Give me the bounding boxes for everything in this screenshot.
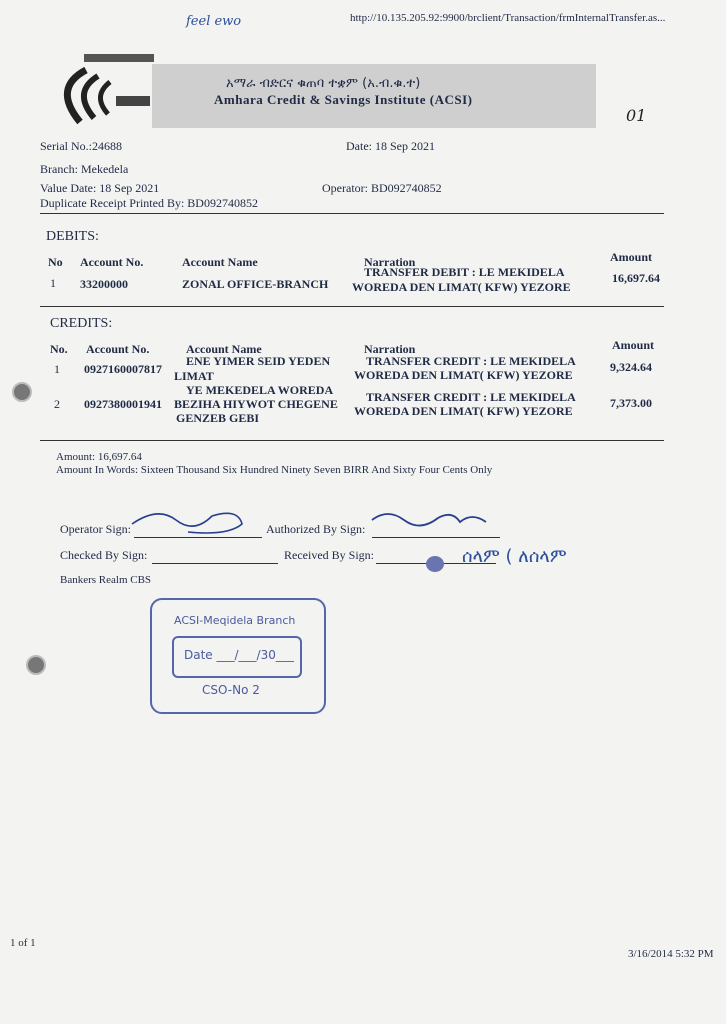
stamp-date: Date ___/___/30___ (184, 648, 294, 662)
page-url: http://10.135.205.92:9900/brclient/Transaction/frmInternalTransfer.as... (350, 12, 666, 24)
credit-row-1-account: 0927160007817 (84, 362, 162, 376)
operator-id: Operator: BD092740852 (322, 181, 442, 195)
system-name: Bankers Realm CBS (60, 574, 152, 586)
total-amount: Amount: 16,697.64 (56, 451, 142, 463)
duplicate-printed-by: Duplicate Receipt Printed By: BD092740852 (40, 196, 258, 210)
logo-arc-middle (84, 76, 98, 118)
credit-row-2-name-2: BEZIHA HIYWOT CHEGENE (174, 397, 338, 411)
credit-row-2-narration-2: WOREDA DEN LIMAT( KFW) YEZORE (354, 404, 573, 418)
authorized-sign-line (372, 537, 500, 538)
credits-header-amount: Amount (612, 338, 655, 352)
credit-row-1-no: 1 (54, 362, 60, 376)
print-timestamp: 3/16/2014 5:32 PM (628, 948, 714, 960)
divider (40, 213, 664, 214)
thumbprint-icon (424, 554, 446, 574)
debits-header-narration: Narration (364, 255, 416, 269)
operator-signature-stroke (132, 513, 242, 533)
debits-header-name: Account Name (182, 255, 258, 269)
stamp-branch-name: ACSI-Meqidela Branch (174, 614, 296, 627)
operator-sign-label: Operator Sign: (60, 522, 131, 536)
authorized-signature-stroke (372, 514, 486, 526)
checked-sign-label: Checked By Sign: (60, 548, 148, 562)
debit-row-account: 33200000 (80, 277, 128, 291)
debit-row-amount: 16,697.64 (612, 271, 660, 285)
credit-row-2-narration-1: TRANSFER CREDIT : LE MEKIDELA (366, 390, 576, 404)
thumbprint-mark (426, 556, 444, 572)
authorized-signature (368, 506, 492, 534)
punch-hole (12, 382, 32, 402)
acsi-logo (46, 52, 156, 126)
debit-row-no: 1 (50, 276, 56, 290)
corner-handwritten-mark: 01 (626, 106, 647, 125)
debit-row-name: ZONAL OFFICE-BRANCH (182, 277, 329, 291)
credit-row-2-name-1: YE MEKEDELA WOREDA (186, 383, 334, 397)
credits-title: CREDITS: (50, 316, 113, 331)
authorized-sign-label: Authorized By Sign: (266, 522, 366, 536)
credit-row-1-narration-1: TRANSFER CREDIT : LE MEKIDELA (366, 354, 576, 368)
credits-header-no: No. (50, 342, 68, 356)
handwritten-note: feel ewo (186, 14, 242, 29)
credits-header-account: Account No. (86, 342, 150, 356)
credit-row-1-name-1: ENE YIMER SEID YEDEN (186, 354, 331, 368)
credit-row-2-account: 0927380001941 (84, 397, 162, 411)
stamp-cso: CSO-No 2 (202, 683, 260, 697)
credit-row-2-name-3: GENZEB GEBI (176, 411, 260, 425)
institute-english-name: Amhara Credit & Savings Institute (ACSI) (214, 92, 473, 107)
logo-roof (84, 54, 154, 62)
credit-row-1-name-2: LIMAT (174, 369, 214, 383)
debits-header-account: Account No. (80, 255, 144, 269)
debits-header-amount: Amount (610, 250, 653, 264)
institute-amharic-name: አማራ ብድርና ቁጠባ ተቋም (አ.ብ.ቁ.ተ) (226, 76, 421, 91)
received-sign-label: Received By Sign: (284, 548, 374, 562)
logo-arc-inner (100, 82, 110, 114)
credits-header-narration: Narration (364, 342, 416, 356)
serial-number: Serial No.:24688 (40, 139, 122, 153)
checked-sign-line (152, 563, 278, 564)
logo-bar (116, 96, 150, 106)
branch-name: Branch: Mekedela (40, 162, 129, 176)
value-date: Value Date: 18 Sep 2021 (40, 181, 160, 195)
divider (40, 440, 664, 441)
credit-row-2-amount: 7,373.00 (610, 396, 652, 410)
divider (40, 306, 664, 307)
page-count: 1 of 1 (10, 937, 36, 949)
received-signature: ሰላም ( ለሰላም (462, 546, 567, 567)
amount-in-words: Amount In Words: Sixteen Thousand Six Hundred Ninety Seven BIRR And Sixty Four Cents Only (56, 464, 493, 476)
credits-header-name: Account Name (186, 342, 262, 356)
receipt-date: Date: 18 Sep 2021 (346, 139, 435, 153)
debit-row-narration-2: WOREDA DEN LIMAT( KFW) YEZORE (352, 280, 571, 294)
operator-signature (128, 502, 248, 542)
punch-hole (26, 655, 46, 675)
credit-row-2-no: 2 (54, 397, 60, 411)
credit-row-1-narration-2: WOREDA DEN LIMAT( KFW) YEZORE (354, 368, 573, 382)
debit-row-narration-1: TRANSFER DEBIT : LE MEKIDELA (364, 265, 565, 279)
debits-header-no: No (48, 255, 63, 269)
debits-title: DEBITS: (46, 229, 99, 244)
credit-row-1-amount: 9,324.64 (610, 360, 652, 374)
